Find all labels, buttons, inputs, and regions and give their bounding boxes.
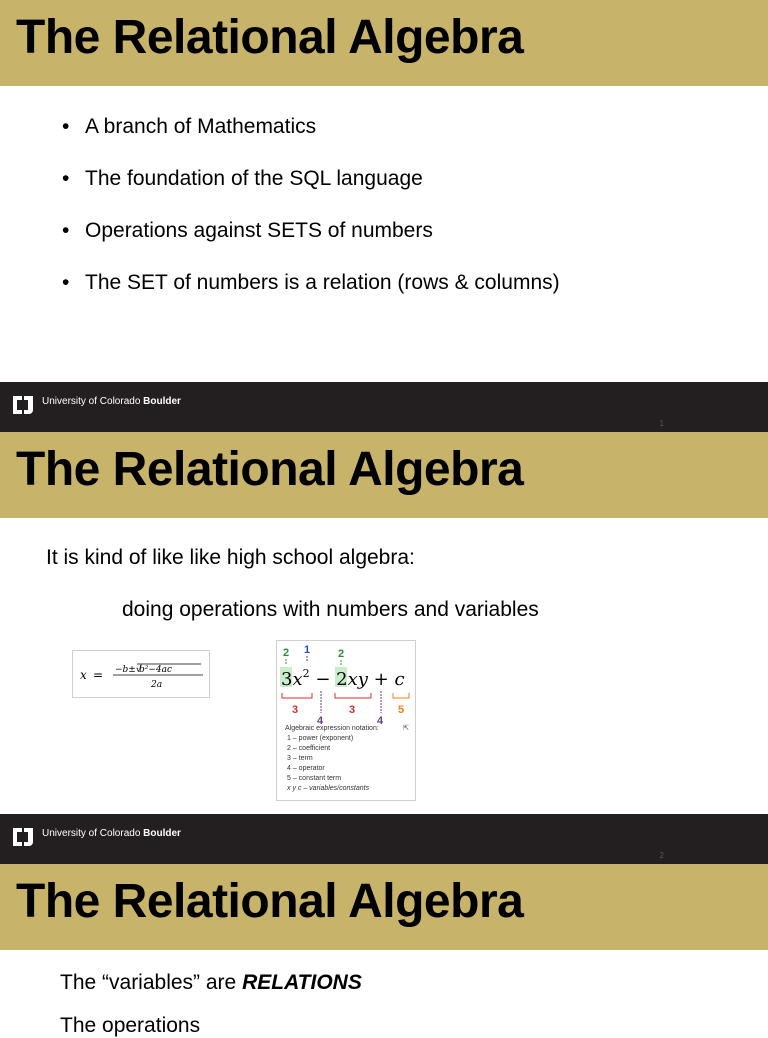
svg-text:3: 3 (292, 704, 299, 716)
bullet-item: • The SET of numbers is a relation (rows & columns) (62, 271, 560, 294)
page-number: 2 (659, 851, 664, 860)
cu-logo-icon (10, 824, 36, 850)
slide-1-title-bar (0, 0, 768, 86)
svg-text:=: = (93, 668, 104, 682)
svg-text:−b±√: −b±√ (115, 665, 142, 675)
bullet-item: • The foundation of the SQL language (62, 167, 423, 190)
svg-text:4: 4 (317, 715, 324, 727)
svg-text:1: 1 (304, 644, 311, 656)
svg-text:2a: 2a (151, 680, 163, 690)
quadratic-formula (73, 651, 209, 697)
algebraic-notation-image (276, 640, 416, 801)
legend-item: x y c – variables/constants (287, 785, 370, 792)
expand-icon: ⇱ (403, 725, 409, 732)
bullet-item: • A branch of Mathematics (62, 115, 317, 138)
bullet-dot: • (62, 271, 70, 294)
notation-diagram (277, 641, 415, 727)
legend-item: 5 – constant term (287, 775, 342, 782)
slide-3-line-2: The operations (60, 1014, 201, 1037)
slide-1 (0, 0, 768, 432)
page-number: 1 (659, 419, 664, 428)
bullet-dot: • (62, 115, 70, 138)
quadratic-formula-image (72, 650, 210, 698)
bullet-item: • Operations against SETS of numbers (62, 219, 433, 242)
university-name: University of Colorado Boulder (42, 396, 181, 407)
cu-logo-icon (10, 392, 36, 418)
slide-2-line-1: It is kind of like like high school algebra: (46, 546, 415, 569)
svg-text:b²−4ac: b²−4ac (139, 665, 173, 675)
slide-1-bullet-list (62, 114, 622, 322)
svg-text:2: 2 (338, 648, 345, 660)
slide-1-title: The Relational Algebra (16, 11, 524, 64)
svg-text:5: 5 (398, 704, 405, 716)
svg-text:4: 4 (377, 715, 384, 727)
svg-text:3x2 − 2xy + c: $3x^2 - 2xy + c$ (281, 667, 405, 690)
slide-2-title: The Relational Algebra (16, 443, 524, 496)
slide-2-title-bar (0, 432, 768, 518)
slide-3 (0, 864, 768, 1037)
bullet-dot: • (62, 219, 70, 242)
slide-3-title: The Relational Algebra (16, 875, 524, 928)
university-name: University of Colorado Boulder (42, 828, 181, 839)
legend-item: 2 – coefficient (287, 745, 331, 752)
slide-2-footer (0, 814, 768, 864)
slide-3-line-1: The “variables” are RELATIONS (60, 971, 362, 994)
svg-text:3: 3 (349, 704, 356, 716)
svg-text:2: 2 (283, 647, 290, 659)
notation-caption: Algebraic expression notation: (285, 725, 379, 732)
slide-3-title-bar (0, 864, 768, 950)
slide-2-line-2: doing operations with numbers and variables (122, 598, 539, 621)
slide-1-footer (0, 382, 768, 432)
legend-item: 4 – operator (287, 765, 325, 772)
legend-item: 1 – power (exponent) (287, 735, 354, 742)
bullet-dot: • (62, 167, 70, 190)
svg-text:x: x (80, 668, 87, 682)
legend-item: 3 – term (287, 755, 313, 762)
